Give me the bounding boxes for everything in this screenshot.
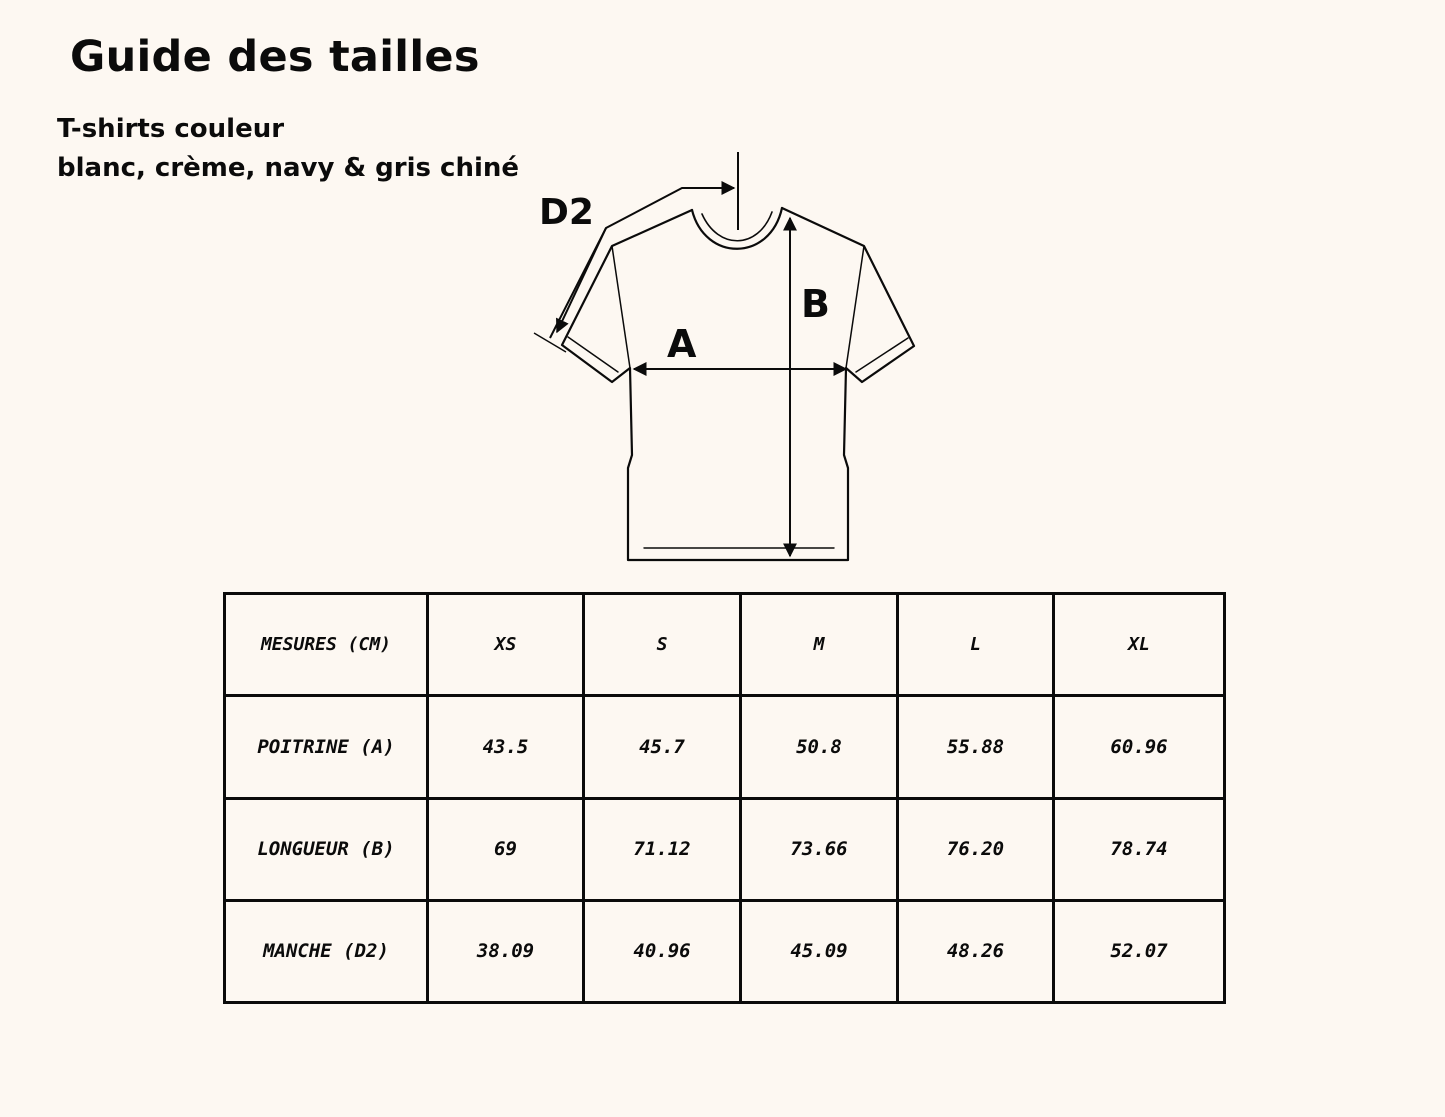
header-m: M	[741, 594, 898, 696]
row-label: LONGUEUR (B)	[225, 798, 428, 900]
table-cell: 50.8	[741, 696, 898, 798]
table-cell: 52.07	[1054, 900, 1225, 1002]
header-l: L	[898, 594, 1054, 696]
table-row	[225, 900, 1225, 1002]
table-cell: 69	[428, 798, 584, 900]
header-s: S	[584, 594, 741, 696]
subtitle-line-1: T-shirts couleur	[57, 114, 285, 144]
table-cell: 76.20	[898, 798, 1054, 900]
table-row	[225, 696, 1225, 798]
label-d2: D2	[539, 192, 594, 233]
table-cell: 60.96	[1054, 696, 1225, 798]
table-cell: 45.09	[741, 900, 898, 1002]
table-row	[225, 798, 1225, 900]
page-title: Guide des tailles	[70, 32, 480, 82]
tshirt-outline	[562, 208, 914, 560]
table-cell: 71.12	[584, 798, 741, 900]
table-cell: 38.09	[428, 900, 584, 1002]
table-cell: 45.7	[584, 696, 741, 798]
table-cell: 55.88	[898, 696, 1054, 798]
subtitle-line-2: blanc, crème, navy & gris chiné	[57, 153, 520, 183]
header-measures: MESURES (CM)	[225, 594, 428, 696]
table-cell: 73.66	[741, 798, 898, 900]
table-cell: 40.96	[584, 900, 741, 1002]
table-cell: 78.74	[1054, 798, 1225, 900]
table-cell: 48.26	[898, 900, 1054, 1002]
size-table	[223, 592, 1226, 1004]
header-xs: XS	[428, 594, 584, 696]
label-b: B	[801, 282, 830, 326]
header-xl: XL	[1054, 594, 1225, 696]
table-cell: 43.5	[428, 696, 584, 798]
label-a: A	[667, 322, 697, 366]
table-header-row	[225, 594, 1225, 696]
row-label: MANCHE (D2)	[225, 900, 428, 1002]
row-label: POITRINE (A)	[225, 696, 428, 798]
